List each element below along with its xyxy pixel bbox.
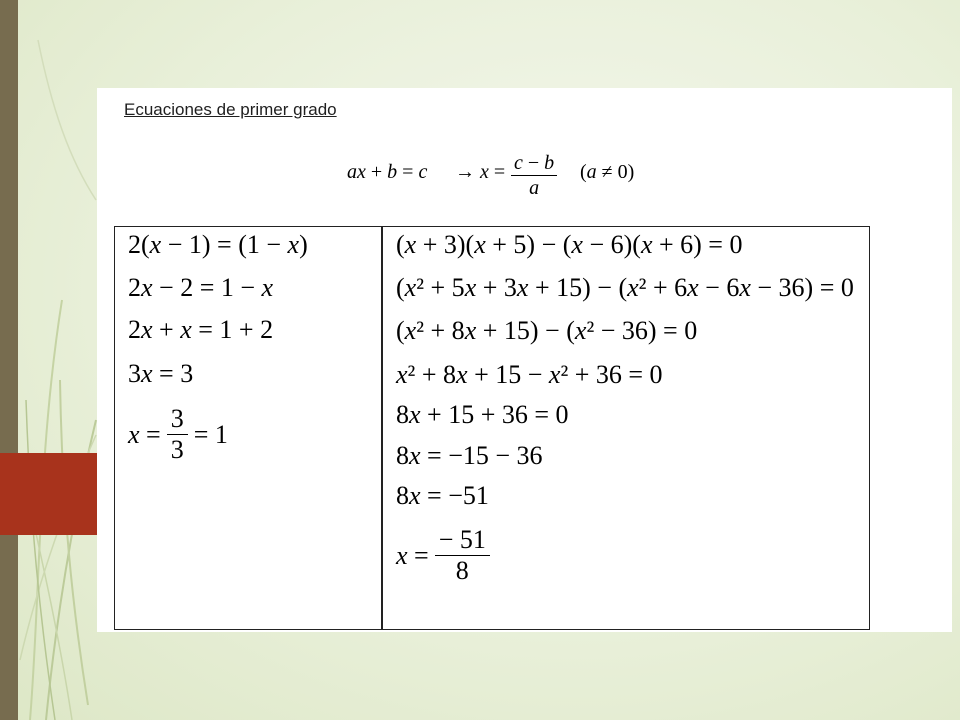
accent-block [0, 453, 97, 535]
fraction-denominator: 3 [170, 435, 184, 464]
math-variable: x [464, 316, 477, 345]
math-variable: b [544, 152, 555, 174]
math-variable: x [687, 273, 699, 302]
example-2-step: x² + 8x + 15 − x² + 36 = 0 [396, 360, 663, 389]
general-equation: ax + b = c [347, 161, 428, 183]
math-variable: x [516, 273, 529, 302]
math-variable: x [739, 273, 751, 302]
example-2-cell [382, 227, 869, 629]
math-variable: x [464, 273, 477, 302]
grass-stroke [38, 40, 96, 200]
example-2-fraction [435, 525, 490, 586]
math-variable: x [409, 400, 421, 429]
math-variable: x [141, 315, 153, 344]
example-1-cell [115, 227, 381, 629]
example-2-step: 8x = −51 [396, 481, 489, 510]
math-variable: x [141, 273, 153, 302]
math-variable: x [287, 230, 300, 259]
math-variable: x [474, 230, 486, 259]
math-variable: x [627, 273, 639, 302]
math-variable: x [141, 359, 153, 388]
math-variable: x [456, 360, 468, 389]
example-2-step: (x² + 5x + 3x + 15) − (x² + 6x − 6x − 36) = 0 [396, 273, 854, 302]
example-1-step: 2(x − 1) = (1 − x) [128, 230, 308, 259]
content-panel [97, 88, 952, 632]
math-variable: x [396, 360, 408, 389]
example-1-step: 3x = 3 [128, 359, 194, 388]
example-2-result [396, 525, 496, 586]
result-lhs: x = [396, 540, 429, 570]
math-variable: x [404, 230, 417, 259]
math-variable: x [571, 230, 583, 259]
fraction-numerator: 3 [167, 404, 188, 435]
math-variable: x [404, 273, 417, 302]
math-variable: x [128, 419, 140, 449]
slide-title: Ecuaciones de primer grado [124, 100, 337, 119]
example-2-step: 8x = −15 − 36 [396, 441, 543, 470]
example-1-result [128, 404, 228, 465]
math-variable: x [574, 316, 587, 345]
fraction-numerator: c − b [511, 151, 557, 176]
fraction-numerator: − 51 [435, 525, 490, 556]
example-1-step: 2x + x = 1 + 2 [128, 315, 274, 344]
left-accent-bar [0, 0, 18, 720]
formula-condition: (a ≠ 0) [580, 161, 635, 183]
math-variable: x [396, 540, 408, 570]
solution-table [114, 226, 870, 630]
math-variable: x [548, 360, 561, 389]
math-variable: a [529, 177, 540, 199]
math-variable: b [387, 161, 398, 183]
result-rhs: = 1 [193, 419, 228, 449]
math-variable: x [404, 316, 417, 345]
result-lhs: x = [128, 419, 161, 449]
fraction-denominator [529, 176, 539, 200]
math-variable: x [149, 230, 162, 259]
solution-lhs: x = [480, 161, 506, 183]
example-1-step: 2x − 2 = 1 − x [128, 273, 274, 302]
general-fraction [511, 151, 557, 200]
grass-stroke [60, 380, 88, 705]
example-1-fraction [167, 404, 188, 465]
math-variable: x [480, 161, 489, 183]
math-variable: x [261, 273, 274, 302]
math-variable: x [640, 230, 653, 259]
example-2-step: 8x + 15 + 36 = 0 [396, 400, 569, 429]
math-variable: x [409, 481, 421, 510]
example-2-step: (x² + 8x + 15) − (x² − 36) = 0 [396, 316, 698, 345]
math-variable: c [418, 161, 428, 183]
math-variable: a [347, 161, 357, 183]
math-variable: x [409, 441, 421, 470]
math-variable: x [180, 315, 192, 344]
math-variable: c [514, 152, 523, 174]
math-variable: x [357, 161, 366, 183]
math-variable: a [586, 161, 597, 183]
fraction-denominator: 8 [455, 556, 469, 585]
example-2-step: (x + 3)(x + 5) − (x − 6)(x + 6) = 0 [396, 230, 743, 259]
arrow-icon: → [455, 161, 475, 183]
